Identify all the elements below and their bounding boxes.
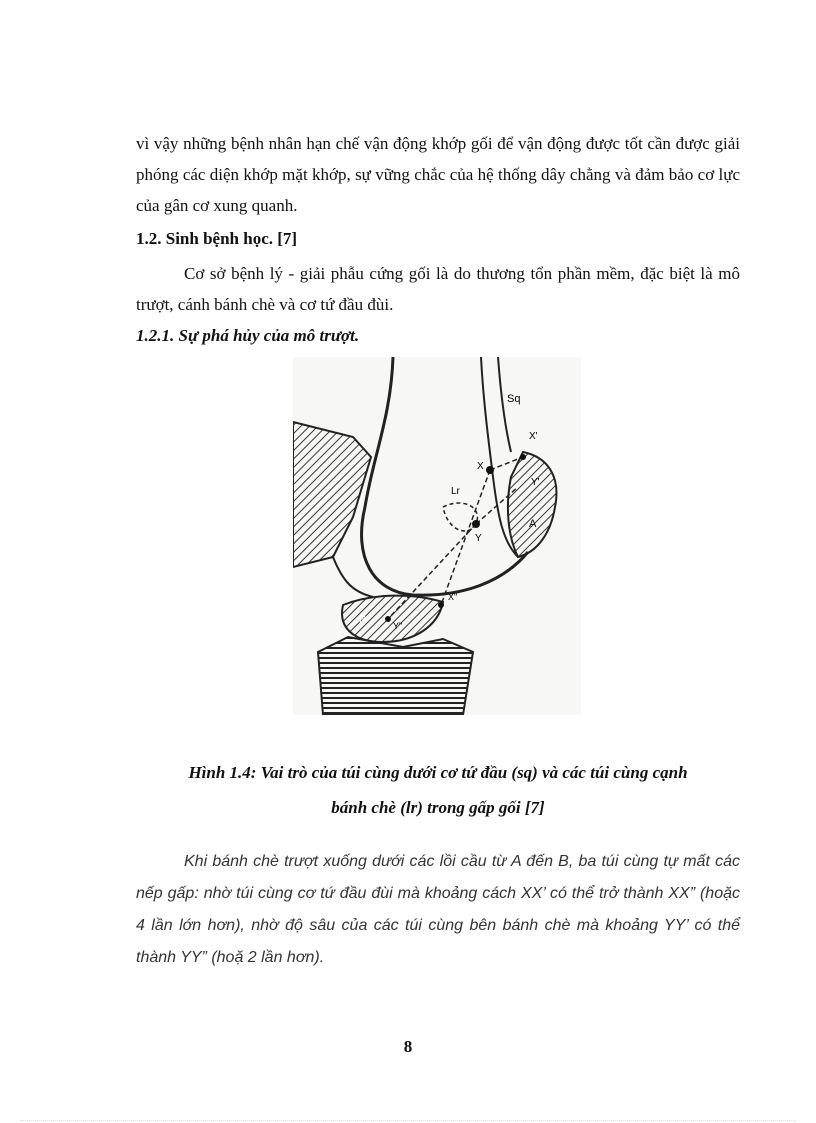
point-x2 xyxy=(438,602,444,608)
label-y2: Y" xyxy=(393,621,403,631)
tibia xyxy=(318,637,473,715)
page-number: 8 xyxy=(403,1037,413,1056)
point-y xyxy=(472,520,480,528)
section-heading: 1.2. Sinh bệnh học. [7] xyxy=(136,229,298,248)
paragraph-1: vì vậy những bệnh nhân hạn chế vận động khớp gối để vận động được tốt cần được giải phóng các diện khớp mặt khớp, sự vững chắc của hệ thống dây chằng và đảm bảo cơ lực của gân cơ xung quanh. xyxy=(136,134,740,215)
label-a: A xyxy=(529,518,537,530)
point-y2 xyxy=(385,616,391,622)
caption-line-2: bánh chè (lr) trong gấp gối [7] xyxy=(331,798,545,817)
label-sq: Sq xyxy=(507,393,521,405)
paragraph-2: Cơ sở bệnh lý - giải phẫu cứng gối là do thương tổn phần mềm, đặc biệt là mô trượt, cánh bánh chè và cơ tứ đầu đùi. xyxy=(136,264,740,314)
label-y1: Y' xyxy=(531,477,540,488)
label-x1: X' xyxy=(529,431,538,442)
label-lr: Lr xyxy=(451,486,460,497)
label-y: Y xyxy=(475,533,482,544)
label-b: B xyxy=(359,614,367,626)
label-x2: X" xyxy=(448,592,458,602)
page-bottom-border xyxy=(20,1120,796,1121)
point-x1 xyxy=(520,454,526,460)
caption-line-1: Hình 1.4: Vai trò của túi cùng dưới cơ tứ đầu (sq) và các túi cùng cạnh xyxy=(188,763,688,782)
paragraph-3: Khi bánh chè trượt xuống dưới các lồi cầu từ A đến B, ba túi cùng tự mất các nếp gấp: nhờ túi cùng cơ tứ đầu đùi mà khoảng cách XX’ có thể trở thành XX” (hoặc 4 lần lớn hơn), nhờ độ sâu của các túi cùng bên bánh chè mà khoảng YY’ có thể thành YY” (hoặ 2 lần hơn). xyxy=(136,853,740,966)
label-x: X xyxy=(477,461,484,472)
point-x xyxy=(486,466,494,474)
knee-figure xyxy=(293,357,581,715)
knee-diagram xyxy=(293,357,581,715)
subsection-heading: 1.2.1. Sự phá hủy của mô trượt. xyxy=(136,326,360,345)
